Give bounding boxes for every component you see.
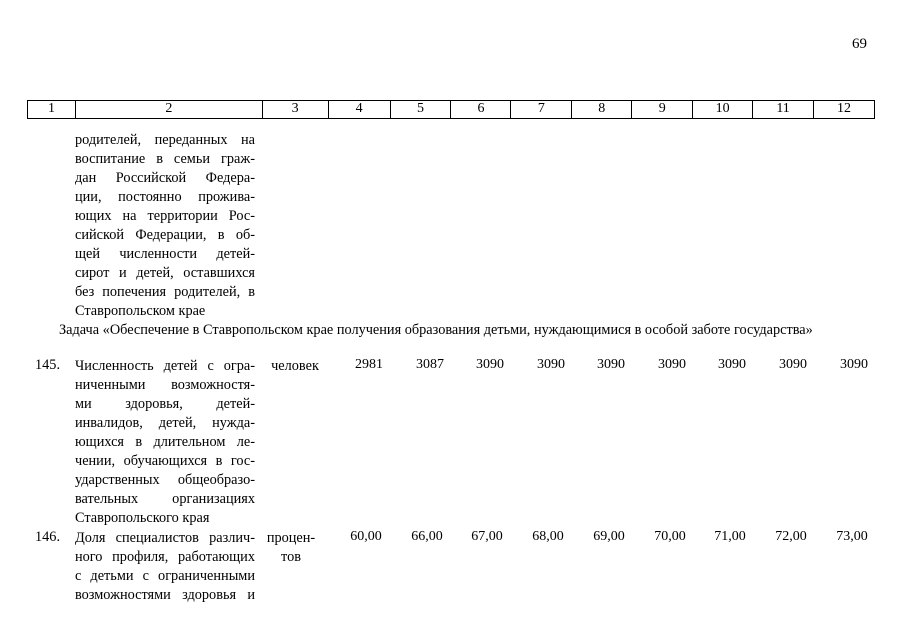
text-line: Ставропольского края xyxy=(75,510,210,526)
row-number: 145. xyxy=(35,357,61,373)
value-cell: 3090 xyxy=(840,357,868,372)
text-line: ющих на территории Рос- xyxy=(75,208,255,224)
value-cell: 73,00 xyxy=(836,529,868,544)
value-cell: 70,00 xyxy=(654,529,686,544)
task-title: Задача «Обеспечение в Ставропольском крае получения образования детьми, нуждающимися в особой заботе государства» xyxy=(59,322,813,338)
unit-cell xyxy=(262,357,328,376)
page-number: 69 xyxy=(852,36,867,52)
header-col-10: 10 xyxy=(693,101,753,118)
text-line: инвалидов, детей, нужда- xyxy=(75,415,255,431)
text-line: возможностями здоровья и xyxy=(75,587,255,603)
text-line: родителей, переданных на xyxy=(75,132,255,148)
value-cell: 66,00 xyxy=(411,529,443,544)
header-col-3: 3 xyxy=(263,101,329,118)
unit-line: процен- xyxy=(266,530,316,546)
value-cell: 3090 xyxy=(537,357,565,372)
value-cell: 3090 xyxy=(476,357,504,372)
header-col-7: 7 xyxy=(511,101,572,118)
unit-line: человек xyxy=(271,358,319,374)
value-cell: 3090 xyxy=(597,357,625,372)
value-cell: 3090 xyxy=(658,357,686,372)
value-cell: 60,00 xyxy=(350,529,382,544)
row-indicator-text xyxy=(75,529,255,605)
value-cell: 3087 xyxy=(416,357,444,372)
row-number: 146. xyxy=(35,529,61,545)
value-cell: 72,00 xyxy=(775,529,807,544)
text-line: ниченными возможностя- xyxy=(75,377,255,393)
header-col-11: 11 xyxy=(753,101,814,118)
unit-cell xyxy=(258,529,324,567)
text-line: вательных организациях xyxy=(75,491,255,507)
continuation-text xyxy=(75,131,255,321)
text-line: без попечения родителей, в xyxy=(75,284,255,300)
text-line: Доля специалистов различ- xyxy=(75,530,255,546)
text-line: воспитание в семьи граж- xyxy=(75,151,255,167)
text-line: сийской Федерации, в об- xyxy=(75,227,255,243)
header-col-8: 8 xyxy=(572,101,632,118)
header-col-6: 6 xyxy=(451,101,511,118)
header-col-2: 2 xyxy=(76,101,263,118)
table-header-row xyxy=(27,100,875,119)
header-col-4: 4 xyxy=(329,101,391,118)
text-line: с детьми с ограниченными xyxy=(75,568,255,584)
text-line: Численность детей с огра- xyxy=(75,358,255,374)
value-cell: 3090 xyxy=(779,357,807,372)
row-indicator-text xyxy=(75,357,255,528)
value-cell: 67,00 xyxy=(471,529,503,544)
text-line: чении, обучающихся в гос- xyxy=(75,453,255,469)
value-cell: 69,00 xyxy=(593,529,625,544)
header-col-9: 9 xyxy=(632,101,693,118)
text-line: ющихся в длительном ле- xyxy=(75,434,255,450)
text-line: щей численности детей- xyxy=(75,246,255,262)
text-line: дан Российской Федера- xyxy=(75,170,255,186)
text-line: ного профиля, работающих xyxy=(75,549,255,565)
text-line: ударственных общеобразо- xyxy=(75,472,255,488)
value-cell: 68,00 xyxy=(532,529,564,544)
value-cell: 3090 xyxy=(718,357,746,372)
text-line: Ставропольском крае xyxy=(75,303,206,319)
text-line: сирот и детей, оставшихся xyxy=(75,265,255,281)
value-cell: 2981 xyxy=(355,357,383,372)
text-line: ми здоровья, детей- xyxy=(75,396,255,412)
value-cell: 71,00 xyxy=(714,529,746,544)
unit-line: тов xyxy=(281,549,301,565)
header-col-1: 1 xyxy=(28,101,76,118)
header-col-5: 5 xyxy=(391,101,452,118)
text-line: ции, постоянно прожива- xyxy=(75,189,255,205)
header-col-12: 12 xyxy=(814,101,875,118)
